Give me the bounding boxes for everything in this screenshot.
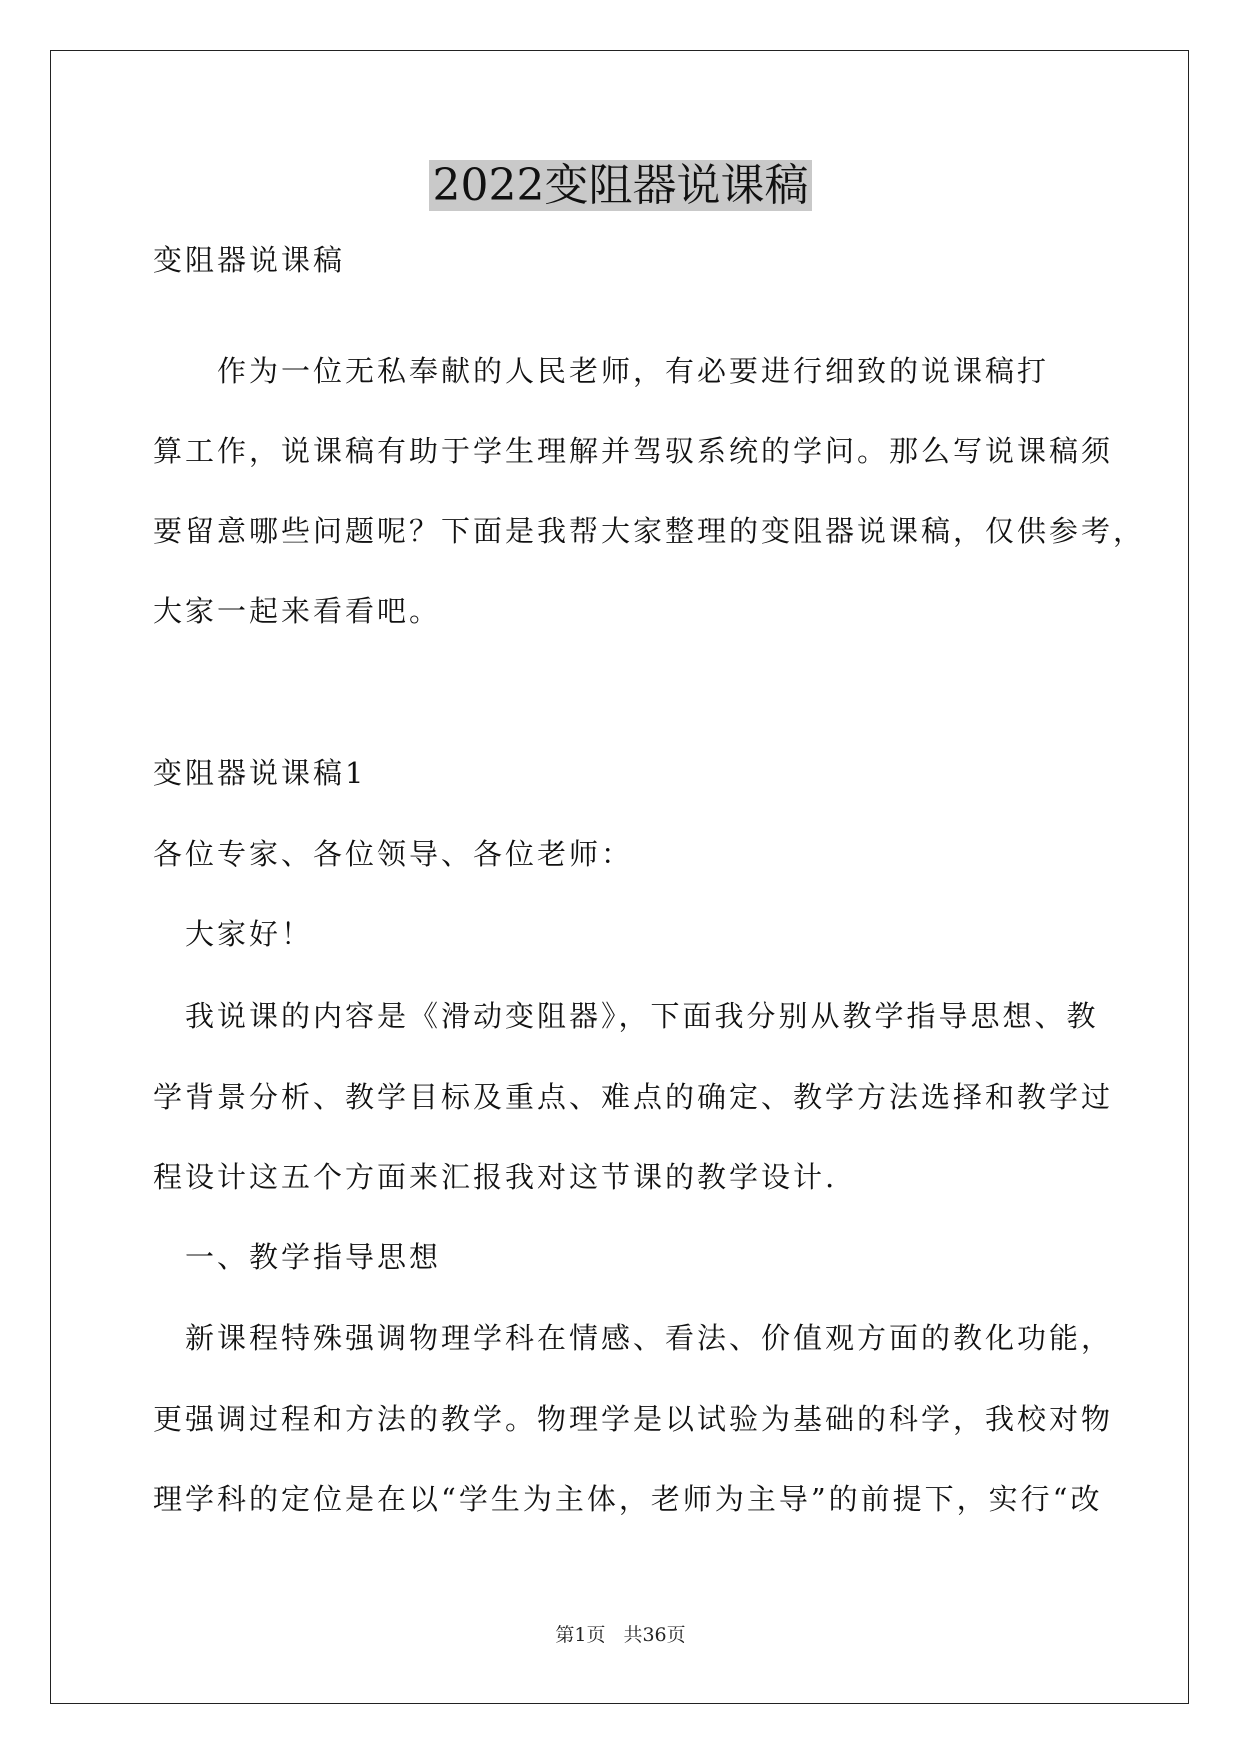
- paragraph-line: 学背景分析、教学目标及重点、难点的确定、教学方法选择和教学过: [153, 1080, 1114, 1114]
- subtitle-line: 变阻器说课稿: [153, 243, 346, 277]
- page-border: [50, 50, 1189, 1704]
- paragraph-line: 作为一位无私奉献的人民老师，有必要进行细致的说课稿打: [153, 354, 1050, 388]
- section-heading: 变阻器说课稿1: [153, 756, 367, 790]
- paragraph-line: 更强调过程和方法的教学。物理学是以试验为基础的科学，我校对物: [153, 1402, 1114, 1436]
- greeting-line: 大家好！: [153, 917, 314, 951]
- paragraph-line: 大家一起来看看吧。: [153, 594, 442, 628]
- paragraph-line: 算工作，说课稿有助于学生理解并驾驭系统的学问。那么写说课稿须: [153, 434, 1114, 468]
- document-title: [0, 158, 1241, 214]
- paragraph-line: 新课程特殊强调物理学科在情感、看法、价值观方面的教化功能，: [153, 1321, 1114, 1355]
- salutation-line: 各位专家、各位领导、各位老师：: [153, 837, 634, 871]
- page-number: 第1页: [555, 1624, 606, 1646]
- paragraph-line: 程设计这五个方面来汇报我对这节课的教学设计.: [153, 1160, 838, 1194]
- section-heading: 一、教学指导思想: [153, 1240, 442, 1274]
- paragraph-line: 我说课的内容是《滑动变阻器》，下面我分别从教学指导思想、教: [153, 999, 1099, 1033]
- document-title-text: 2022变阻器说课稿: [429, 160, 813, 211]
- page-total: 共36页: [623, 1624, 686, 1646]
- paragraph-line: 要留意哪些问题呢？下面是我帮大家整理的变阻器说课稿，仅供参考，: [153, 514, 1146, 548]
- page-footer: [0, 1623, 1241, 1647]
- paragraph-line: 理学科的定位是在以“学生为主体，老师为主导”的前提下，实行“改: [153, 1482, 1103, 1516]
